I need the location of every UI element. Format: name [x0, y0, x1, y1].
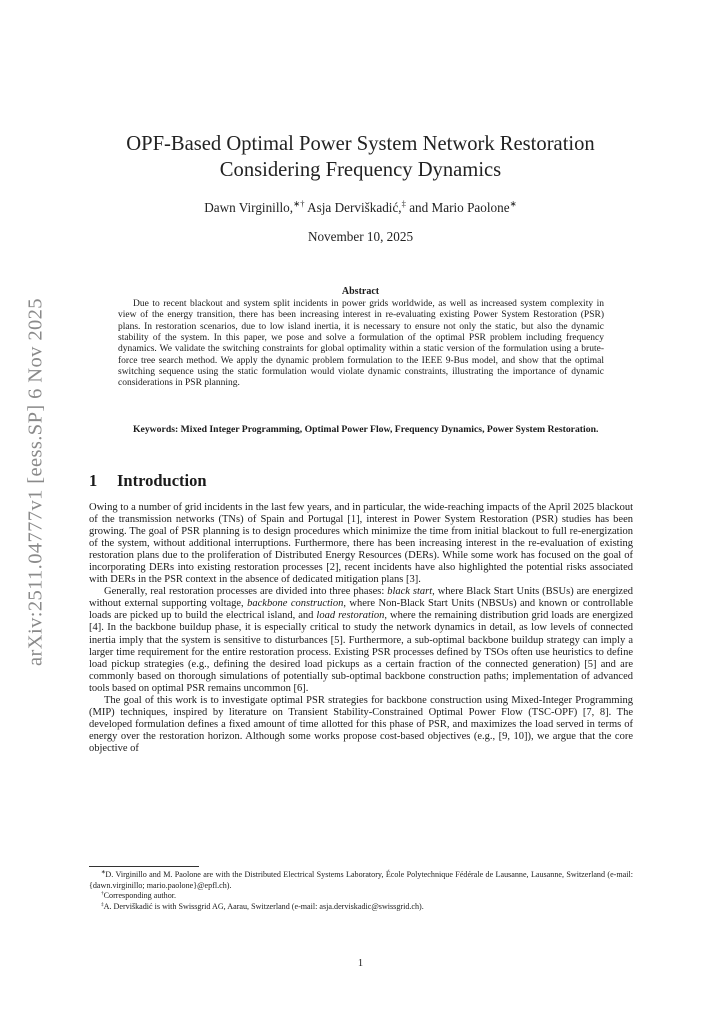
- arxiv-sidebar: [10, 0, 60, 1019]
- author-1-marks: ∗†: [293, 198, 305, 209]
- author-2: Asja Derviškadić,: [304, 200, 402, 215]
- title-line-2: Considering Frequency Dynamics: [219, 159, 502, 181]
- term-load-restoration: load restoration: [316, 610, 385, 622]
- keywords: [118, 424, 604, 435]
- author-list: [90, 200, 631, 216]
- paragraph-2-part: Generally, real restoration processes are divided into three phases:: [104, 586, 388, 598]
- footnotes: [89, 870, 633, 913]
- author-3-marks: ∗: [509, 198, 517, 209]
- footnote-text: Corresponding author.: [103, 891, 177, 901]
- author-1: Dawn Virginillo,: [204, 200, 294, 215]
- paragraph-1: Owing to a number of grid incidents in the last few years, and in particular, the wide-reaching impacts of the April 2025 blackout of the transmission networks (TNs) of Spain and Portugal [1], interest in Power System Restoration (PSR) studies has been growing. The goal of PSR planning is to design procedures which minimize the time from initial blackout to full re-energization of the system, without additional interruptions. Furthermore, there has been increasing interest in the re-evaluation of existing restoration plans due to the proliferation of Distributed Energy Resources (DERs). While some work has focused on the goal of incorporating DERs into existing restoration processes [2], recent incidents have also highlighted the potential risks associated with DERs in the PSR context in the absence of dedicated mitigation plans [3].: [89, 502, 633, 586]
- footnote: [89, 902, 633, 913]
- footnote-text: D. Virginillo and M. Paolone are with the Distributed Electrical Systems Laboratory, École Polytechnique Fédérale de Lausanne, Lausanne, Switzerland (e-mail: {dawn.virginillo; mario.paolone}@epfl.ch).: [89, 870, 633, 890]
- paragraph-2-part: , where the remaining distribution grid loads are energized [4]. In the backbone buildup phase, it is especially critical to study the network dynamics in detail, as low levels of connected inertia imply that the system is sensitive to disturbances [5]. Furthermore, a sub-optimal backbone buildup strategy can imply a larger time requirement for the entire restoration process. Existing PSR processes defined by TSOs often use heuristics to define load pickup strategies (e.g., defining the desired load pickups as a certain fraction of the connected generation) [5] and are commonly based on thorough simulations of potentially sub-optimal backbone construction paths; implementation of advanced tools based on optimal PSR remains uncommon [6].: [89, 610, 633, 694]
- paragraph-2-part: , where Black Start Units (BSUs) are energized without external supporting voltage,: [89, 586, 633, 610]
- term-black-start: black start: [387, 586, 433, 598]
- section-title: Introduction: [117, 471, 207, 490]
- author-2-marks: ‡: [401, 198, 406, 209]
- footnote-rule: [89, 866, 199, 867]
- page-number: 1: [357, 958, 364, 969]
- paper-date: November 10, 2025: [307, 229, 414, 244]
- arxiv-identifier: arXiv:2511.04777v1 [eess.SP] 6 Nov 2025: [24, 298, 47, 666]
- paper-title: [90, 131, 631, 183]
- footnote-mark: †: [101, 890, 104, 897]
- paragraph-2: [89, 586, 633, 694]
- author-3: and Mario Paolone: [405, 200, 510, 215]
- footnote: [89, 870, 633, 891]
- footnote: [89, 891, 633, 902]
- section-heading: [89, 471, 207, 491]
- paragraph-2-part: , where Non-Black Start Units (NBSUs) and known or controllable loads are picked up to build the electrical island, and: [89, 598, 634, 622]
- abstract-heading: Abstract: [341, 286, 380, 297]
- paragraph-3: The goal of this work is to investigate optimal PSR strategies for backbone construction using Mixed-Integer Programming (MIP) techniques, inspired by literature on Transient Stability-Constrained Optimal Power Flow (TSC-OPF) [7, 8]. The developed formulation defines a fixed amount of time allotted for this phase of PSR, and maximizes the load served in terms of energy over the restoration horizon. Although some works propose cost-based objectives (e.g., [9, 10]), we argue that the core objective of: [89, 694, 633, 754]
- footnote-mark: ∗: [101, 869, 106, 876]
- keywords-label: Keywords:: [133, 424, 179, 435]
- keywords-text: Mixed Integer Programming, Optimal Power Flow, Frequency Dynamics, Power System Restoration.: [178, 424, 599, 435]
- section-number: 1: [89, 471, 98, 490]
- abstract-text: Due to recent blackout and system split incidents in power grids worldwide, as well as increased system complexity in view of the energy transition, there has been increasing interest in re-evaluating existing Power System Restoration (PSR) plans. In restoration scenarios, due to low island inertia, it is necessary to ensure not only the static, but also the dynamic stability of the system. In this paper, we pose and solve a formulation of the optimal PSR problem including frequency dynamics. We validate the switching constraints for global optimality within a static version of the formulation using a brute-force tree search method. We apply the dynamic problem formulation to the IEEE 9-Bus model, and show that the optimal switching sequence using the static formulation would violate dynamic constraints, illustrating the importance of dynamic considerations in PSR planning.: [118, 299, 604, 389]
- title-line-1: OPF-Based Optimal Power System Network Restoration: [126, 133, 595, 155]
- body-text: [89, 502, 633, 755]
- footnote-mark: ‡: [101, 901, 104, 908]
- term-backbone-construction: backbone construction: [247, 598, 344, 610]
- footnote-text: A. Derviškadić is with Swissgrid AG, Aarau, Switzerland (e-mail: asja.derviskadic@swissgrid.ch).: [103, 902, 424, 912]
